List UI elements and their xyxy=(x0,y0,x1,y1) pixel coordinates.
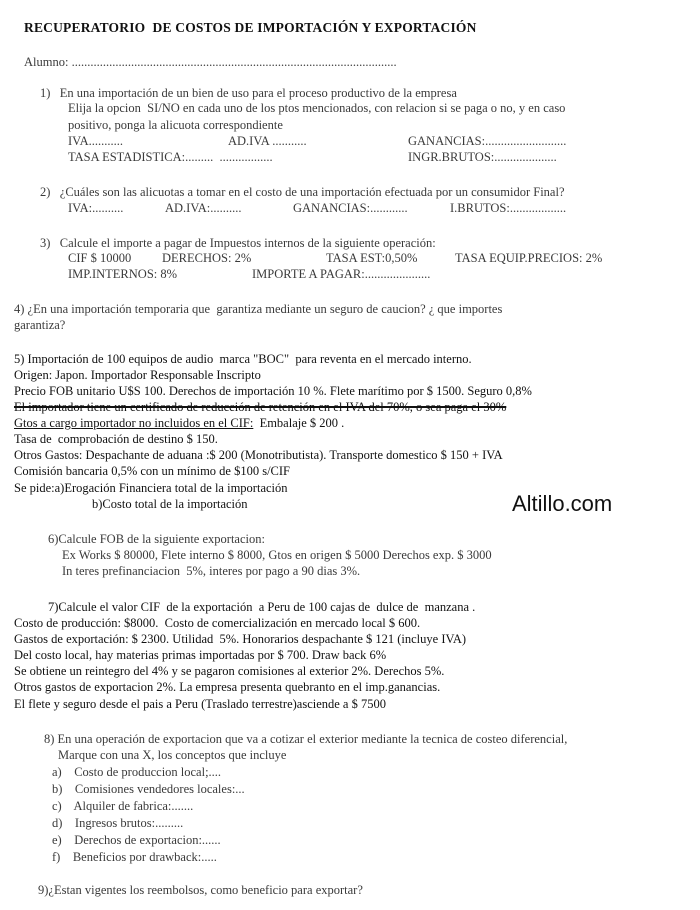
question-4-text: 4) ¿En una importación temporaria que garantiza mediante un seguro de caucion? ¿ que importes xyxy=(14,302,503,316)
q1-ganancias-field: GANANCIAS:.......................... xyxy=(408,134,567,148)
q7-materias-primas: Del costo local, hay materias primas importadas por $ 700. Draw back 6% xyxy=(14,648,387,662)
q1-ingr-brutos-field: INGR.BRUTOS:.................... xyxy=(408,150,557,164)
q5-certificado-struck: El importador tiene un certificado de reducción de retención en el IVA del 70%, o sea paga el 30% xyxy=(14,400,507,414)
q5-gastos-line xyxy=(14,416,344,431)
question-9-text: 9)¿Estan vigentes los reembolsos, como beneficio para exportar? xyxy=(38,883,363,897)
q2-ganancias-field: GANANCIAS:............ xyxy=(293,201,408,215)
page-title: RECUPERATORIO DE COSTOS DE IMPORTACIÓN Y EXPORTACIÓN xyxy=(24,20,477,35)
question-2-text: 2) ¿Cuáles son las alicuotas a tomar en el costo de una importación efectuada por un consumidor Final? xyxy=(40,185,565,199)
q7-gastos-exportacion: Gastos de exportación: $ 2300. Utilidad 5%. Honorarios despachante $ 121 (incluye IVA) xyxy=(14,632,467,646)
q8-item-e: e) Derechos de exportacion:...... xyxy=(52,833,221,847)
q1-tasa-field: TASA ESTADISTICA:......... ................. xyxy=(68,150,273,164)
question-7-text: 7)Calcule el valor CIF de la exportación a Peru de 100 cajas de dulce de manzana . xyxy=(48,600,476,614)
question-5-text: 5) Importación de 100 equipos de audio marca "BOC" para reventa en el mercado interno. xyxy=(14,352,472,366)
q8-item-f: f) Beneficios por drawback:..... xyxy=(52,850,217,864)
q8-item-b: b) Comisiones vendedores locales:... xyxy=(52,782,245,796)
q6-data: Ex Works $ 80000, Flete interno $ 8000, Gtos en origen $ 5000 Derechos exp. $ 3000 xyxy=(62,548,492,562)
question-6-text: 6)Calcule FOB de la siguiente exportacion: xyxy=(48,532,265,546)
q5-costo-total: b)Costo total de la importación xyxy=(92,497,248,511)
question-1-text: 1) En una importación de un bien de uso para el proceso productivo de la empresa xyxy=(40,86,457,100)
question-8-text: 8) En una operación de exportacion que va a cotizar el exterior mediante la tecnica de costeo diferencial, xyxy=(44,732,568,746)
q2-adiva-field: AD.IVA:.......... xyxy=(165,201,242,215)
q3-tasa-equip: TASA EQUIP.PRECIOS: 2% xyxy=(455,251,603,265)
q6-intereses: In teres prefinanciacion 5%, interes por pago a 90 dias 3%. xyxy=(62,564,361,578)
question-8-instructions: Marque con una X, los conceptos que incluye xyxy=(58,748,287,762)
q3-tasa-est: TASA EST:0,50% xyxy=(326,251,418,265)
q5-se-pide: Se pide:a)Erogación Financiera total de la importación xyxy=(14,481,288,495)
watermark-altillo: Altillo.com xyxy=(512,491,613,516)
q3-importe-field: IMPORTE A PAGAR:..................... xyxy=(252,267,431,281)
q7-costo-produccion: Costo de producción: $8000. Costo de comercialización en mercado local $ 600. xyxy=(14,616,421,630)
q7-otros-gastos: Otros gastos de exportacion 2%. La empresa presenta quebranto en el imp.ganancias. xyxy=(14,680,441,694)
q2-iva-field: IVA:.......... xyxy=(68,201,124,215)
q1-adiva-field: AD.IVA ........... xyxy=(228,134,307,148)
q7-flete: El flete y seguro desde el pais a Peru (Traslado terrestre)asciende a $ 7500 xyxy=(14,697,386,711)
q5-embalaje: Embalaje $ 200 . xyxy=(253,416,345,430)
q8-item-a: a) Costo de produccion local;.... xyxy=(52,765,222,779)
q5-origen: Origen: Japon. Importador Responsable Inscripto xyxy=(14,368,261,382)
q1-iva-field: IVA........... xyxy=(68,134,123,148)
q5-otros-gastos: Otros Gastos: Despachante de aduana :$ 200 (Monotributista). Transporte domestico $ 150 + IVA xyxy=(14,448,503,462)
question-1-instructions-cont: positivo, ponga la alicuota correspondiente xyxy=(68,118,283,132)
q7-reintegro: Se obtiene un reintegro del 4% y se pagaron comisiones al exterior 2%. Derechos 5%. xyxy=(14,664,445,678)
q8-item-d: d) Ingresos brutos:......... xyxy=(52,816,184,830)
q3-derechos: DERECHOS: 2% xyxy=(162,251,252,265)
q3-imp-internos: IMP.INTERNOS: 8% xyxy=(68,267,178,281)
q2-ibrutos-field: I.BRUTOS:.................. xyxy=(450,201,567,215)
question-3-text: 3) Calcule el importe a pagar de Impuestos internos de la siguiente operación: xyxy=(40,236,436,250)
q5-tasa: Tasa de comprobación de destino $ 150. xyxy=(14,432,218,446)
q5-gastos-underlined: Gtos a cargo importador no incluidos en el CIF: xyxy=(14,416,254,430)
q8-item-c: c) Alquiler de fabrica:....... xyxy=(52,799,194,813)
student-name-line: Alumno: ........................................................................................................ xyxy=(24,55,397,69)
q5-comision: Comisión bancaria 0,5% con un mínimo de $100 s/CIF xyxy=(14,464,291,478)
question-4-text-cont: garantiza? xyxy=(14,318,66,332)
question-1-instructions: Elija la opcion SI/NO en cada uno de los ptos mencionados, con relacion si se paga o no, y en caso xyxy=(68,101,566,115)
q3-cif: CIF $ 10000 xyxy=(68,251,132,265)
q5-precio: Precio FOB unitario U$S 100. Derechos de importación 10 %. Flete marítimo por $ 1500. Seguro 0,8% xyxy=(14,384,532,398)
